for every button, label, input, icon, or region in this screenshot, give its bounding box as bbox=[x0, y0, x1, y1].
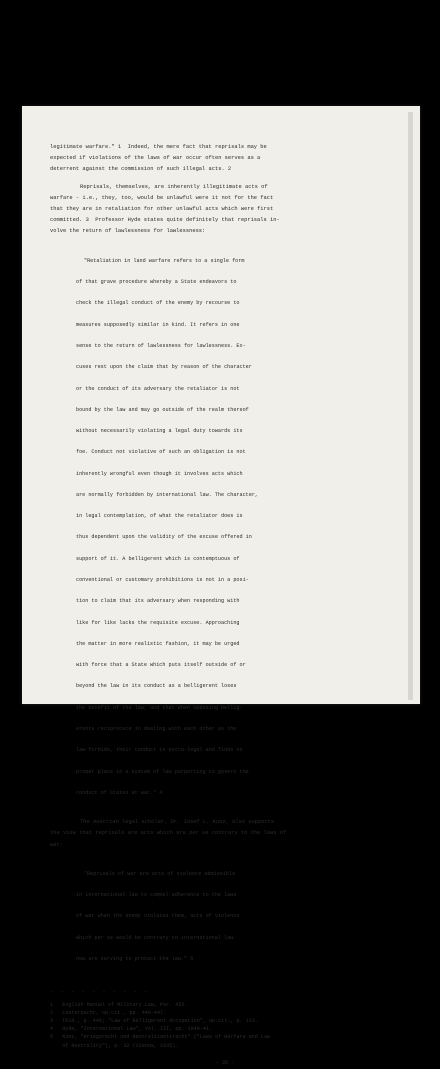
quote-line: with force that a State which puts itself outside of or bbox=[76, 662, 246, 669]
text-line: legitimate warfare." 1 Indeed, the mere fact that reprisals may be bbox=[50, 144, 267, 150]
text-line: deterrent against the commission of such illegal acts. 2 bbox=[50, 166, 232, 173]
document-page bbox=[22, 106, 420, 1066]
quote-line: the matter in more realistic fashion, it may be urged bbox=[76, 640, 240, 647]
block-quote-hyde bbox=[76, 244, 358, 812]
quote-line: check the illegal conduct of the enemy by recourse to bbox=[76, 300, 240, 307]
footnote: 1 English Manual of Military Law, Par. 452. bbox=[50, 1001, 188, 1008]
quote-line: "Reprisals of war are acts of violence admissible bbox=[84, 870, 236, 877]
quote-line: without necessarily violating a legal duty towards its bbox=[76, 428, 243, 435]
quote-line: cuses rest upon the claim that by reason of the character bbox=[76, 364, 252, 371]
quote-line: conventional or customary prohibitions is not in a posi- bbox=[76, 577, 249, 584]
quote-line: inherently wrongful even though it involves acts which bbox=[76, 470, 243, 477]
quote-line: which per se would be contrary to international law bbox=[76, 934, 234, 941]
text-line: expected if violations of the laws of war occur often serves as a bbox=[50, 155, 261, 162]
quote-line: measures supposedly similar in kind. It refers in one bbox=[76, 321, 240, 328]
text-line: war: bbox=[50, 841, 63, 848]
text-line: committed. 3 Professor Hyde states quite definitely that reprisals in- bbox=[50, 217, 280, 224]
quote-line: of war when the enemy violates them, acts of violence bbox=[76, 913, 240, 920]
paragraph-2 bbox=[50, 182, 400, 238]
text-line: warfare - i.e., they, too, would be unlawful were it not for the fact bbox=[50, 194, 274, 201]
text-line: volve the return of lawlessness for lawlessness: bbox=[50, 228, 206, 235]
quote-line: like for like lacks the requisite excuse. Approaching bbox=[76, 619, 240, 626]
footnotes bbox=[50, 1001, 400, 1050]
paragraph-1 bbox=[50, 142, 400, 176]
quote-line: or the conduct of its adversary the retaliator is not bbox=[76, 385, 240, 392]
footnote-separator: - - - - - - - - - - bbox=[50, 989, 150, 996]
quote-line: of that grave procedure whereby a State endeavors to bbox=[76, 279, 237, 286]
quote-line: in international law to compel adherence to the laws bbox=[76, 892, 237, 899]
quote-line: proper place in a system of law purporting to govern the bbox=[76, 768, 249, 775]
quote-line: law forbids, their conduct is extra-legal and finds no bbox=[76, 747, 243, 754]
text-line: that they are in retaliation for other unlawful acts which were first bbox=[50, 206, 274, 213]
text-line: Reprisals, themselves, are inherently illegitimate acts of bbox=[80, 183, 268, 190]
block-quote-kunz bbox=[76, 857, 358, 978]
footnote: 4 Hyde, "International Law", Vol. III, pp. 1840-41. bbox=[50, 1026, 213, 1033]
footnote: 2 Lauterpacht, op.cit., pp. 446-447. bbox=[50, 1009, 167, 1016]
page-content bbox=[50, 142, 400, 1069]
quote-line: tion to claim that its adversary when responding with bbox=[76, 598, 240, 605]
footnote: of Neutrality"), p. 32 (Vienna, 1935). bbox=[50, 1042, 179, 1049]
quote-line: bound by the law and may go outside of the realm thereof bbox=[76, 406, 249, 413]
page-edge bbox=[408, 112, 413, 700]
quote-line: conduct of States at war." 4 bbox=[76, 789, 163, 796]
paragraph-3 bbox=[50, 817, 400, 851]
footnote: 5 Kunz, "Kriegsrecht und Neutralitaetsrecht" ("Laws of Warfare and Law bbox=[50, 1034, 271, 1041]
quote-line: "Retaliation in land warfare refers to a single form bbox=[84, 257, 245, 264]
text-line: The Austrian legal scholar, Dr. Josef L. Kunz, also supports bbox=[80, 819, 275, 826]
page-number: - 35 - bbox=[215, 1059, 235, 1066]
quote-line: thus dependent upon the validity of the excuse offered in bbox=[76, 534, 252, 541]
quote-line: sense to the return of lawlessness for lawlessness. Ex- bbox=[76, 342, 246, 349]
quote-line: foe. Conduct not violative of such an obligation is not bbox=[76, 449, 246, 456]
text-line: the view that reprisals are acts which are per se contrary to the laws of bbox=[50, 830, 287, 837]
quote-line: the benefit of the law, and that when opposing bellig- bbox=[76, 704, 243, 711]
quote-line: erents reciprocate in dealing with each other as the bbox=[76, 726, 237, 732]
quote-line: beyond the law in its conduct as a belligerent loses bbox=[76, 683, 237, 690]
quote-line: support of it. A belligerent which is contemptuous of bbox=[76, 555, 240, 562]
quote-line: in legal contemplation, of what the retaliator does is bbox=[76, 513, 243, 520]
footnote: 3 Ibid., p. 446; "Law of Belligerent Occupation", op.cit., p. 113. bbox=[50, 1017, 258, 1024]
quote-line: are normally forbidden by international law. The character, bbox=[76, 491, 259, 498]
quote-line: now are serving to protect the law." 5 bbox=[76, 956, 194, 963]
